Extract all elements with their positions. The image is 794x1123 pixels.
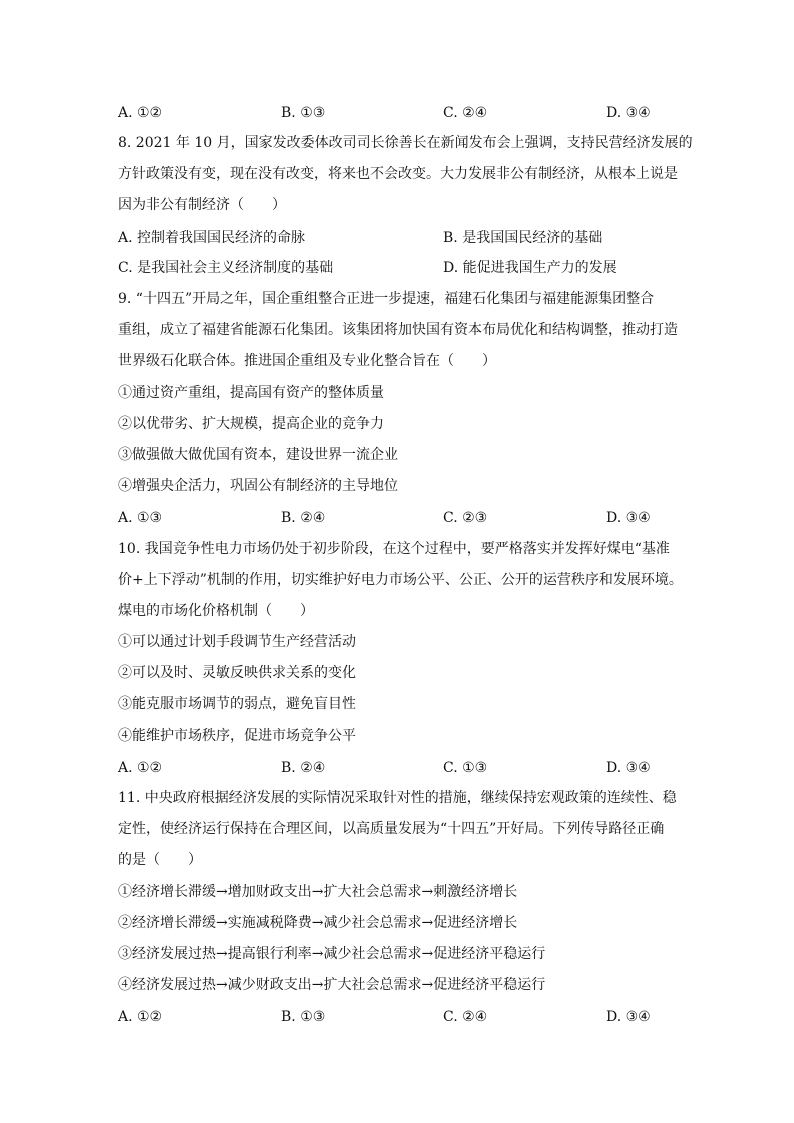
q10-item-1: ①可以通过计划手段调节生产经营活动	[118, 634, 356, 650]
q10-item-3: ③能克服市场调节的弱点，避免盲目性	[118, 696, 356, 712]
q7-option-c: C. ②④	[443, 105, 488, 121]
q10-item-4: ④能维护市场秩序，促进市场竞争公平	[118, 728, 356, 744]
q10-item-2: ②可以及时、灵敏反映供求关系的变化	[118, 665, 356, 681]
q9-item-2: ②以优带劣、扩大规模，提高企业的竞争力	[118, 416, 384, 432]
q9-option-a: A. ①③	[118, 510, 163, 526]
q8-stem-line-3: 因为非公有制经济（ ）	[118, 197, 286, 213]
q8-option-b: B. 是我国国民经济的基础	[443, 230, 603, 246]
q11-item-3: ③经济发展过热→提高银行利率→减少社会总需求→促进经济平稳运行	[118, 946, 546, 962]
q9-item-4: ④增强央企活力，巩固公有制经济的主导地位	[118, 478, 398, 494]
q7-option-d: D. ③④	[606, 105, 651, 121]
q11-option-a: A. ①②	[118, 1009, 163, 1025]
q8-option-d: D. 能促进我国生产力的发展	[443, 260, 617, 276]
q11-stem-line-2: 定性，使经济运行保持在合理区间，以高质量发展为“十四五”开好局。下列传导路径正确	[118, 821, 665, 837]
q9-option-c: C. ②③	[443, 510, 488, 526]
q7-option-b: B. ①③	[281, 105, 326, 121]
q10-stem-line-2: 价+上下浮动”机制的作用，切实维护好电力市场公平、公正、公开的运营秩序和发展环境。	[118, 572, 683, 588]
q9-option-d: D. ③④	[606, 510, 651, 526]
q11-option-d: D. ③④	[606, 1009, 651, 1025]
q9-stem-line-1: 9. “十四五”开局之年，国企重组整合正进一步提速，福建石化集团与福建能源集团整合	[118, 291, 655, 307]
q10-option-a: A. ①②	[118, 760, 163, 776]
q11-item-1: ①经济增长滞缓→增加财政支出→扩大社会总需求→刺激经济增长	[118, 884, 518, 900]
q10-option-c: C. ①③	[443, 760, 488, 776]
q11-option-b: B. ①③	[281, 1009, 326, 1025]
q10-option-b: B. ②④	[281, 760, 326, 776]
q11-item-4: ④经济发展过热→减少财政支出→扩大社会总需求→促进经济平稳运行	[118, 977, 546, 993]
q7-option-a: A. ①②	[118, 105, 163, 121]
q9-item-1: ①通过资产重组，提高国有资产的整体质量	[118, 385, 384, 401]
q10-stem-line-3: 煤电的市场化价格机制（ ）	[118, 603, 314, 619]
q8-stem-line-1: 8. 2021 年 10 月，国家发改委体改司司长徐善长在新闻发布会上强调，支持民营经济发展的	[118, 135, 693, 151]
q11-stem-line-1: 11. 中央政府根据经济发展的实际情况采取针对性的措施，继续保持宏观政策的连续性、稳	[118, 790, 677, 806]
q10-stem-line-1: 10. 我国竞争性电力市场仍处于初步阶段，在这个过程中，要严格落实并发挥好煤电“基准	[118, 541, 670, 557]
q8-stem-line-2: 方针政策没有变，现在没有改变，将来也不会改变。大力发展非公有制经济，从根本上说是	[118, 166, 678, 182]
q11-stem-line-3: 的是（ ）	[118, 852, 202, 868]
q9-item-3: ③做强做大做优国有资本，建设世界一流企业	[118, 447, 398, 463]
q9-option-b: B. ②④	[281, 510, 326, 526]
q9-stem-line-2: 重组，成立了福建省能源石化集团。该集团将加快国有资本布局优化和结构调整，推动打造	[118, 322, 678, 338]
q8-option-c: C. 是我国社会主义经济制度的基础	[118, 260, 334, 276]
q11-option-c: C. ②④	[443, 1009, 488, 1025]
q9-stem-line-3: 世界级石化联合体。推进国企重组及专业化整合旨在（ ）	[118, 353, 496, 369]
q11-item-2: ②经济增长滞缓→实施减税降费→减少社会总需求→促进经济增长	[118, 915, 518, 931]
q8-option-a: A. 控制着我国国民经济的命脉	[118, 230, 306, 246]
q10-option-d: D. ③④	[606, 760, 651, 776]
